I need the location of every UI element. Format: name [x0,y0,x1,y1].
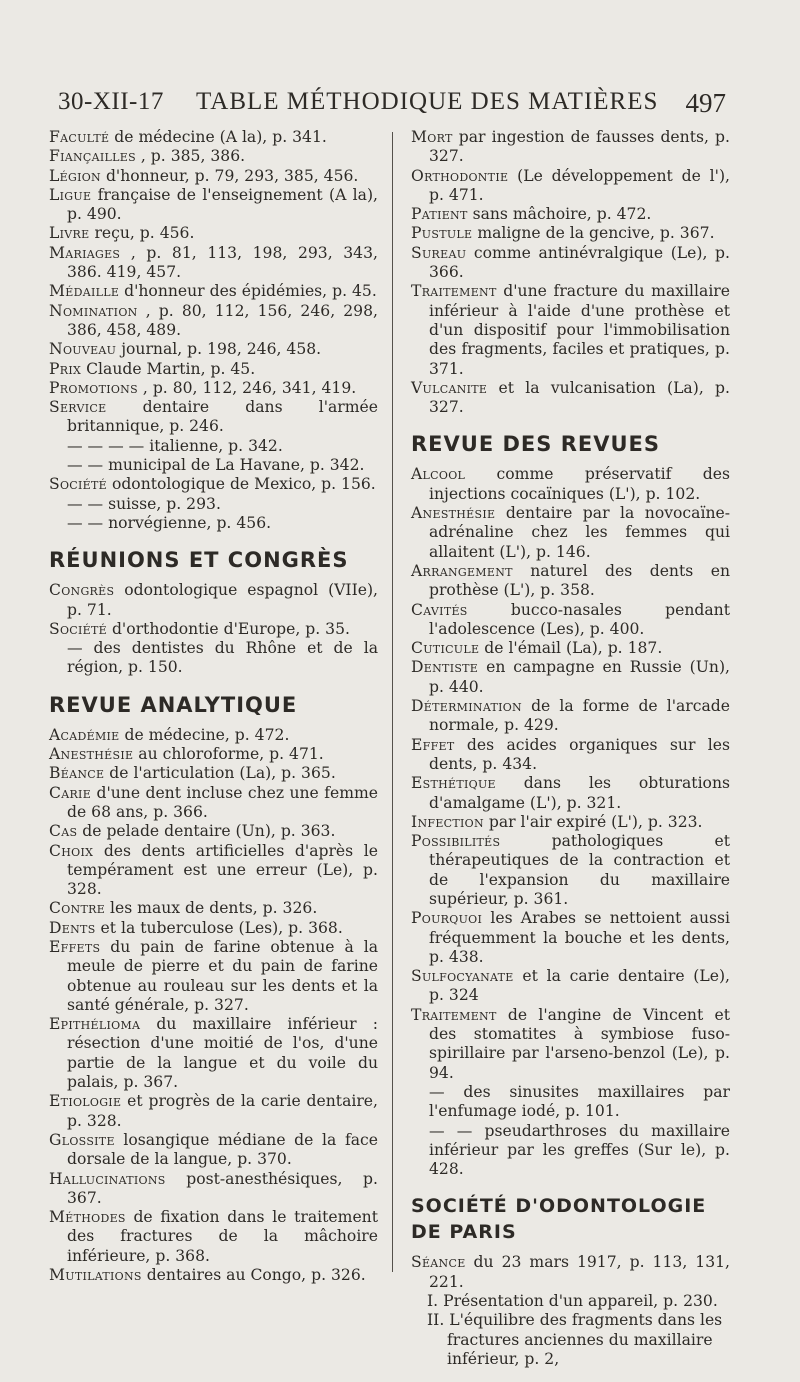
index-entry [411,504,730,562]
entry-text: , p. 81, 113, 198, 293, 343, 386. 419, 457. [67,243,378,282]
entry-text: losangique médiane de la face dorsale de la langue, p. 370. [67,1130,378,1169]
index-entry [49,1131,378,1170]
entry-keyword: Cuticule [411,639,480,658]
entry-text: de pelade dentaire (Un), p. 363. [82,822,336,841]
entry-keyword: Dentiste [411,658,479,677]
index-entry [49,360,378,379]
section-title-societe: SOCIÉTÉ D'ODONTOLOGIE DE PARIS [411,1195,707,1244]
entry-text: naturel des dents en prothèse (L'), p. 358. [429,561,730,600]
section-title-revue-analytique: REVUE ANALYTIQUE [49,692,298,717]
entry-text: (Le développement de l'), p. 471. [429,166,730,204]
entry-text: dentaire dans l'armée britannique, p. 246. [67,398,378,436]
index-entry [411,832,730,909]
entry-keyword: Infection [411,812,484,831]
entry-keyword: Académie [49,725,120,744]
entry-keyword: Orthodontie [411,166,509,185]
entry-text: du pain de farine obtenue à la meule de pierre et du pain de farine obtenue au rouleau sur les dents et la santé générale, p. 327. [67,937,378,1014]
entry-keyword: Epithélioma [49,1015,141,1034]
section-title-revue-des-revues: REVUE DES REVUES [411,432,660,457]
entry-keyword: Cas [49,822,78,841]
entry-text: comme préservatif des injections cocaïniques (L'), p. 102. [429,465,730,503]
entry-keyword: Mariages [49,243,121,262]
index-entry [49,379,378,398]
index-entry [49,244,378,283]
entry-text: de fixation dans le traitement des fractures de la mâchoire inférieure, p. 368. [67,1208,378,1265]
entry-text: , p. 80, 112, 156, 246, 298, 386, 458, 489. [67,301,378,339]
index-entry [411,244,730,283]
entry-text: en campagne en Russie (Un), p. 440. [429,658,730,696]
index-entry [411,1006,730,1083]
entry-text: par l'air expiré (L'), p. 323. [488,812,703,831]
entry-text: post-anesthésiques, p. 367. [67,1169,378,1207]
index-entry [411,562,730,601]
entry-keyword: Arrangement [411,561,513,580]
entry-text: dans les obturations d'amalgame (L'), p. 321. [429,774,730,812]
index-entry [49,919,378,938]
index-entry [49,1015,378,1092]
index-entry [49,186,378,225]
entry-keyword: Méthodes [49,1208,126,1227]
entry-keyword: Esthétique [411,774,496,793]
entry-text: les Arabes se nettoient aussi fréquemment la bouche et les dents, p. 438. [429,909,730,966]
entry-text: par ingestion de fausses dents, p. 327. [429,128,730,166]
index-entry [411,658,730,697]
entry-keyword: Etiologie [49,1092,122,1111]
page-header [58,88,726,128]
entry-text: d'une fracture du maxillaire inférieur à l'aide d'une prothèse et d'un dispositif pour l'immobilisation des fragments, faciles et pratiques, p. 371. [429,282,730,378]
entry-text: bucco-nasales pendant l'adolescence (Les), p. 400. [429,600,730,638]
entry-keyword: Patient [411,205,468,224]
entry-text: pathologiques et thérapeutiques de la contraction et de l'expansion du maxillaire supérieur, p. 361. [429,832,730,908]
numbered-item: I. Présentation d'un appareil, p. 230. [427,1292,718,1311]
index-entry [49,224,378,243]
index-entry [49,1092,378,1131]
entry-text: comme antinévralgique (Le), p. 366. [429,243,730,282]
entry-text: et la tuberculose (Les), p. 368. [100,918,343,937]
entry-text: d'une dent incluse chez une femme de 68 ans, p. 366. [67,783,378,821]
index-entry [49,784,378,823]
entry-text: de médecine (A la), p. 341. [114,128,327,146]
index-entry [49,282,378,301]
entry-text: et la vulcanisation (La), p. 327. [429,378,730,417]
entry-text: de l'articulation (La), p. 365. [109,764,336,783]
entry-text: dentaire par la novocaïne-adrénaline chez les femmes qui allaitent (L'), p. 146. [429,504,730,561]
entry-keyword: Vulcanite [411,378,488,397]
index-entry [411,736,730,775]
index-subentry: — — municipal de La Havane, p. 342. [67,456,365,475]
index-entry [411,639,730,658]
entry-keyword: Service [49,398,107,417]
index-entry [411,697,730,736]
index-entry: Société odontologique de Mexico, p. 156. [49,475,376,494]
entry-text: de médecine, p. 472. [124,725,290,744]
index-subentry: — des dentistes du Rhône et de la région, p. 150. [67,639,378,677]
entry-keyword: Effets [49,937,101,956]
index-entry [411,205,730,224]
entry-keyword: Dents [49,918,96,937]
entry-text: des acides organiques sur les dents, p. 434. [429,735,730,773]
entry-keyword: Mutilations [49,1266,142,1285]
index-entry [49,822,378,841]
entry-keyword: Médaille [49,282,120,301]
entry-keyword: Société [49,619,107,638]
index-subentry: — — suisse, p. 293. [67,494,221,513]
index-entry [411,813,730,832]
entry-keyword: Carie [49,783,92,802]
entry-text: dentaires au Congo, p. 326. [146,1266,366,1285]
index-entry [411,167,730,206]
entry-text: d'honneur, p. 79, 293, 385, 456. [105,166,359,185]
column-divider [392,132,393,1272]
entry-text: d'honneur des épidémies, p. 45. [124,282,377,301]
index-entry [49,398,378,437]
entry-text: et la carie dentaire (Le), p. 324 [429,967,730,1005]
entry-keyword: Fiançailles [49,147,136,166]
section-title-reunions: RÉUNIONS ET CONGRÈS [49,548,349,573]
index-entry [49,581,378,620]
entry-keyword: Effet [411,735,455,754]
entry-keyword: Anesthésie [49,745,134,764]
entry-keyword: Traitement [411,1005,497,1024]
entry-keyword: Prix [49,359,82,378]
entry-keyword: Détermination [411,697,522,716]
entry-keyword: Ligue [49,185,92,204]
page-number: 497 [685,88,726,118]
entry-keyword: Livre [49,224,90,243]
right-column [411,128,730,1369]
index-entry: Séance du 23 mars 1917, p. 113, 131, 221. [411,1253,730,1291]
index-entry [411,774,730,813]
index-entry [411,224,730,243]
entry-text: des dents artificielles d'après le tempérament est une erreur (Le), p. 328. [67,841,378,899]
index-entry [49,726,378,745]
index-subentry: — — — — italienne, p. 342. [67,436,283,455]
numbered-item: II. L'équilibre des fragments dans les fractures anciennes du maxillaire inférieur, p. 2, [427,1311,723,1368]
index-entry [49,302,378,341]
index-entry [411,967,730,1006]
entry-keyword: Traitement [411,282,497,301]
index-entry [49,128,378,147]
entry-text: Claude Martin, p. 45. [86,359,256,378]
entry-text: au chloroforme, p. 471. [138,745,324,764]
entry-text: de l'émail (La), p. 187. [484,639,663,658]
entry-keyword: Béance [49,764,105,783]
index-entry [49,1266,378,1285]
entry-keyword: Pustule [411,224,473,243]
index-entry [411,909,730,967]
entry-text: de la forme de l'arcade normale, p. 429. [429,697,730,735]
entry-text: sans mâchoire, p. 472. [472,205,652,224]
entry-text: de l'angine de Vincent et des stomatites à symbiose fuso-spirillaire par l'arseno-benzol (Le), p. 94. [429,1005,730,1082]
entry-text: d'orthodontie d'Europe, p. 35. [111,619,350,638]
index-entry [49,147,378,166]
entry-keyword: Anesthésie [411,504,496,523]
index-entry [411,282,730,378]
entry-text: et progrès de la carie dentaire, p. 328. [67,1092,378,1130]
header-title: TABLE MÉTHODIQUE DES MATIÈRES [196,88,659,115]
entry-text: reçu, p. 456. [94,224,195,243]
entry-keyword: Congrès [49,581,115,600]
index-subentry: — des sinusites maxillaires par l'enfumage iodé, p. 101. [429,1082,730,1121]
entry-text: journal, p. 198, 246, 458. [121,340,322,359]
index-entry [411,379,730,418]
entry-keyword: Cavités [411,600,468,619]
entry-text: , p. 385, 386. [140,147,246,166]
left-column [49,128,378,1285]
index-entry [411,465,730,504]
index-entry [49,167,378,186]
index-entry [49,764,378,783]
index-entry [49,899,378,918]
entry-text: odontologique espagnol (VIIe), p. 71. [67,581,378,619]
entry-keyword: Mort [411,128,453,146]
entry-keyword: Contre [49,899,106,918]
entry-text: maligne de la gencive, p. 367. [477,224,715,243]
header-date: 30-XII-17 [58,88,164,115]
entry-keyword: Nomination [49,301,138,320]
entry-text: , p. 80, 112, 246, 341, 419. [142,378,357,397]
entry-keyword: Nouveau [49,340,117,359]
entry-keyword: Possibilités [411,832,501,851]
entry-keyword: Pourquoi [411,909,483,928]
index-entry [49,340,378,359]
index-entry [49,938,378,1015]
entry-text: du maxillaire inférieur : résection d'une moitié de l'os, d'une partie de la langue et du voile du palais, p. 367. [67,1015,378,1092]
index-subentry: — — norvégienne, p. 456. [67,513,272,532]
index-entry [49,620,378,639]
entry-keyword: Choix [49,841,94,860]
entry-keyword: Sulfocyanate [411,967,514,986]
entry-keyword: Hallucinations [49,1169,166,1188]
entry-text: française de l'enseignement (A la), p. 490. [67,185,378,224]
index-entry [49,1170,378,1209]
index-entry [49,1208,378,1266]
index-entry [49,842,378,900]
index-subentry: — — pseudarthroses du maxillaire inférieur par les greffes (Sur le), p. 428. [429,1121,730,1179]
index-entry [411,128,730,167]
index-entry [411,601,730,640]
index-entry [49,745,378,764]
entry-keyword: Faculté [49,128,110,146]
entry-keyword: Alcool [411,465,466,484]
entry-text: les maux de dents, p. 326. [110,899,318,918]
entry-keyword: Légion [49,166,101,185]
entry-keyword: Glossite [49,1130,115,1149]
entry-keyword: Sureau [411,243,467,262]
entry-keyword: Promotions [49,378,138,397]
